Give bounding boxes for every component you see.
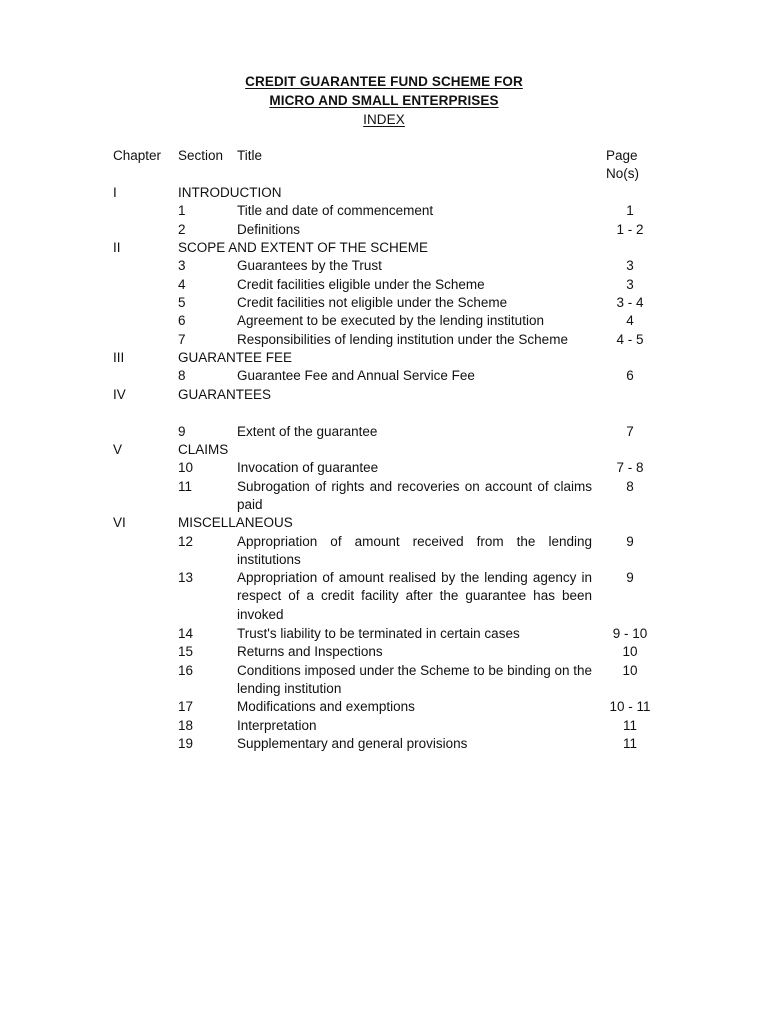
- chapter-number: V: [113, 442, 123, 457]
- section-number: 1: [178, 203, 186, 218]
- chapter-title: SCOPE AND EXTENT OF THE SCHEME: [178, 240, 429, 255]
- section-title: Credit facilities eligible under the Scheme: [237, 277, 485, 292]
- section-page-number: 8: [626, 479, 634, 494]
- section-title: Supplementary and general provisions: [237, 736, 468, 751]
- section-page-number: 1: [626, 203, 634, 218]
- section-number: 12: [178, 534, 194, 549]
- document-index-heading: INDEX: [363, 112, 405, 127]
- section-page-number: 6: [626, 368, 634, 383]
- section-number: 15: [178, 644, 194, 659]
- section-title: Appropriation of amount received from the lending institutions: [237, 534, 592, 568]
- section-page-number: 3: [626, 258, 634, 273]
- chapter-number: VI: [113, 515, 126, 530]
- section-title: Modifications and exemptions: [237, 699, 415, 714]
- section-number: 10: [178, 460, 194, 475]
- section-title: Guarantee Fee and Annual Service Fee: [237, 368, 475, 383]
- chapter-title: GUARANTEE FEE: [178, 350, 293, 365]
- column-header-chapter: Chapter: [113, 148, 162, 163]
- section-page-number: 3 - 4: [616, 295, 644, 310]
- section-page-number: 9: [626, 534, 634, 549]
- section-page-number: 10: [622, 644, 638, 659]
- section-number: 3: [178, 258, 186, 273]
- section-page-number: 10: [622, 663, 638, 678]
- section-title: Credit facilities not eligible under the Scheme: [237, 295, 508, 310]
- section-title: Extent of the guarantee: [237, 424, 378, 439]
- section-page-number: 1 - 2: [616, 222, 644, 237]
- section-number: 13: [178, 570, 194, 585]
- document-title-line2: MICRO AND SMALL ENTERPRISES: [269, 93, 499, 108]
- section-title: Agreement to be executed by the lending institution: [237, 313, 544, 328]
- section-number: 18: [178, 718, 194, 733]
- chapter-number: I: [113, 185, 117, 200]
- section-title: Definitions: [237, 222, 301, 237]
- document-title-line1: CREDIT GUARANTEE FUND SCHEME FOR: [245, 74, 523, 89]
- section-title: Invocation of guarantee: [237, 460, 379, 475]
- section-number: 7: [178, 332, 186, 347]
- section-number: 16: [178, 663, 194, 678]
- section-page-number: 7: [626, 424, 634, 439]
- section-page-number: 7 - 8: [616, 460, 644, 475]
- chapter-number: III: [113, 350, 125, 365]
- section-title: Interpretation: [237, 718, 317, 733]
- column-header-page-line2: No(s): [606, 166, 639, 182]
- section-number: 11: [178, 479, 193, 494]
- chapter-title: GUARANTEES: [178, 387, 272, 402]
- column-header-page: [606, 147, 639, 184]
- chapter-title: CLAIMS: [178, 442, 229, 457]
- column-header-section: Section: [178, 148, 224, 163]
- section-number: 8: [178, 368, 186, 383]
- column-header-page-line1: Page: [606, 148, 638, 163]
- section-page-number: 4: [626, 313, 634, 328]
- section-title: Returns and Inspections: [237, 644, 383, 659]
- section-title: Title and date of commencement: [237, 203, 434, 218]
- section-title: Conditions imposed under the Scheme to be binding on the lending institution: [237, 663, 592, 697]
- section-page-number: 3: [626, 277, 634, 292]
- section-number: 19: [178, 736, 194, 751]
- section-number: 9: [178, 424, 186, 439]
- section-page-number: 10 - 11: [609, 699, 651, 714]
- section-number: 14: [178, 626, 194, 641]
- column-header-title: Title: [237, 148, 263, 163]
- chapter-title: INTRODUCTION: [178, 185, 282, 200]
- section-title: Trust's liability to be terminated in certain cases: [237, 626, 520, 641]
- chapter-title: MISCELLANEOUS: [178, 515, 293, 530]
- section-page-number: 4 - 5: [616, 332, 644, 347]
- section-title: Appropriation of amount realised by the lending agency in respect of a credit facility after the guarantee has been invoked: [237, 570, 592, 622]
- section-title: Subrogation of rights and recoveries on account of claims paid: [237, 479, 592, 513]
- section-page-number: 9 - 10: [612, 626, 648, 641]
- section-title: Responsibilities of lending institution under the Scheme: [237, 332, 568, 347]
- section-number: 4: [178, 277, 186, 292]
- section-number: 2: [178, 222, 186, 237]
- chapter-number: IV: [113, 387, 126, 402]
- section-page-number: 9: [626, 570, 634, 585]
- section-title: Guarantees by the Trust: [237, 258, 382, 273]
- chapter-number: II: [113, 240, 121, 255]
- section-page-number: 11: [622, 736, 637, 751]
- section-page-number: 11: [622, 718, 637, 733]
- section-number: 6: [178, 313, 186, 328]
- section-number: 17: [178, 699, 194, 714]
- section-number: 5: [178, 295, 186, 310]
